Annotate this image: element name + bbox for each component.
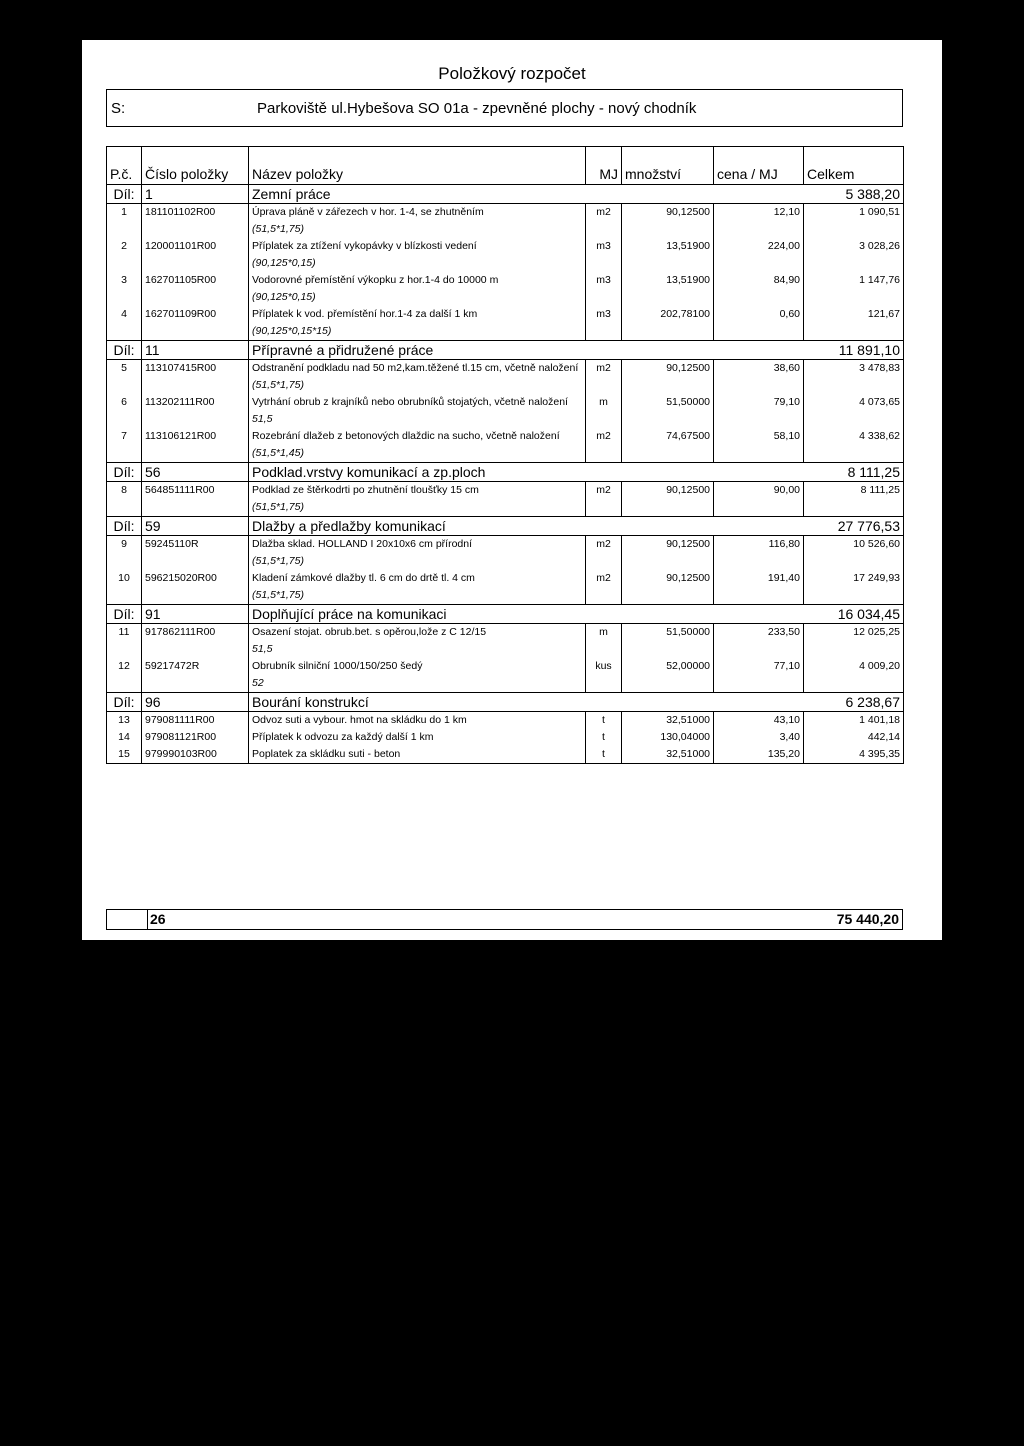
- note-spacer: [142, 255, 249, 272]
- section-row: [107, 185, 904, 204]
- item-qty: 90,12500: [622, 570, 714, 587]
- item-code: 59217472R: [142, 658, 249, 675]
- note-spacer: [142, 221, 249, 238]
- item-mj: m2: [586, 536, 622, 554]
- item-pc: 1: [107, 204, 142, 222]
- header-mnozstvi: množství: [622, 147, 714, 185]
- header-celkem: Celkem: [804, 147, 904, 185]
- item-price: 38,60: [714, 360, 804, 378]
- section-label: Díl:: [107, 517, 142, 536]
- item-pc: 7: [107, 428, 142, 445]
- item-price: 135,20: [714, 746, 804, 764]
- note-spacer: [586, 587, 622, 605]
- note-spacer: [586, 255, 622, 272]
- note-spacer: [714, 553, 804, 570]
- item-note-row: [107, 411, 904, 428]
- grand-total-code: 26: [147, 910, 166, 929]
- note-spacer: [107, 377, 142, 394]
- item-code: 162701109R00: [142, 306, 249, 323]
- stavba-value: Parkoviště ul.Hybešova SO 01a - zpevněné plochy - nový chodník: [257, 100, 697, 117]
- note-spacer: [804, 221, 904, 238]
- item-total: 4 009,20: [804, 658, 904, 675]
- item-price: 79,10: [714, 394, 804, 411]
- item-note: (90,125*0,15): [249, 255, 586, 272]
- item-price: 90,00: [714, 482, 804, 500]
- item-name: Příplatek k odvozu za každý další 1 km: [249, 729, 586, 746]
- item-code: 113106121R00: [142, 428, 249, 445]
- note-spacer: [107, 553, 142, 570]
- item-note-row: [107, 587, 904, 605]
- section-total: 11 891,10: [804, 341, 904, 360]
- item-price: 191,40: [714, 570, 804, 587]
- note-spacer: [622, 377, 714, 394]
- note-spacer: [586, 377, 622, 394]
- section-code: 96: [142, 693, 249, 712]
- note-spacer: [586, 445, 622, 463]
- budget-table: [106, 146, 904, 764]
- item-total: 1 401,18: [804, 712, 904, 730]
- item-row: [107, 204, 904, 222]
- item-row: [107, 729, 904, 746]
- note-spacer: [714, 445, 804, 463]
- item-note-row: [107, 553, 904, 570]
- item-price: 77,10: [714, 658, 804, 675]
- item-price: 0,60: [714, 306, 804, 323]
- note-spacer: [586, 289, 622, 306]
- note-spacer: [804, 411, 904, 428]
- note-spacer: [622, 255, 714, 272]
- note-spacer: [142, 553, 249, 570]
- item-qty: 90,12500: [622, 204, 714, 222]
- section-code: 1: [142, 185, 249, 204]
- item-code: 596215020R00: [142, 570, 249, 587]
- item-note: (90,125*0,15): [249, 289, 586, 306]
- item-code: 564851111R00: [142, 482, 249, 500]
- note-spacer: [142, 323, 249, 341]
- note-spacer: [107, 587, 142, 605]
- item-qty: 90,12500: [622, 536, 714, 554]
- note-spacer: [804, 323, 904, 341]
- item-total: 4 395,35: [804, 746, 904, 764]
- note-spacer: [142, 675, 249, 693]
- note-spacer: [622, 641, 714, 658]
- item-code: 113107415R00: [142, 360, 249, 378]
- section-total: 8 111,25: [804, 463, 904, 482]
- item-name: Příplatek za ztížení vykopávky v blízkosti vedení: [249, 238, 586, 255]
- note-spacer: [622, 499, 714, 517]
- section-label: Díl:: [107, 605, 142, 624]
- item-note: (90,125*0,15*15): [249, 323, 586, 341]
- section-label: Díl:: [107, 185, 142, 204]
- item-price: 116,80: [714, 536, 804, 554]
- item-qty: 90,12500: [622, 360, 714, 378]
- header-pc: P.č.: [107, 147, 142, 185]
- item-total: 3 478,83: [804, 360, 904, 378]
- note-spacer: [142, 445, 249, 463]
- note-spacer: [586, 323, 622, 341]
- item-name: Odvoz suti a vybour. hmot na skládku do 1 km: [249, 712, 586, 730]
- item-total: 8 111,25: [804, 482, 904, 500]
- section-label: Díl:: [107, 463, 142, 482]
- note-spacer: [142, 641, 249, 658]
- item-note-row: [107, 289, 904, 306]
- item-mj: t: [586, 746, 622, 764]
- note-spacer: [622, 445, 714, 463]
- item-name: Odstranění podkladu nad 50 m2,kam.těžené tl.15 cm, včetně naložení: [249, 360, 586, 378]
- item-row: [107, 658, 904, 675]
- section-name: Doplňující práce na komunikaci: [249, 605, 804, 624]
- section-code: 11: [142, 341, 249, 360]
- item-note-row: [107, 641, 904, 658]
- item-name: Vodorovné přemístění výkopku z hor.1-4 do 10000 m: [249, 272, 586, 289]
- item-pc: 15: [107, 746, 142, 764]
- item-row: [107, 306, 904, 323]
- note-spacer: [714, 323, 804, 341]
- note-spacer: [107, 323, 142, 341]
- item-name: Příplatek k vod. přemístění hor.1-4 za další 1 km: [249, 306, 586, 323]
- grand-total-value: 75 440,20: [836, 911, 899, 927]
- item-note-row: [107, 323, 904, 341]
- note-spacer: [142, 411, 249, 428]
- item-price: 43,10: [714, 712, 804, 730]
- item-mj: m2: [586, 570, 622, 587]
- item-code: 162701105R00: [142, 272, 249, 289]
- section-name: Bourání konstrukcí: [249, 693, 804, 712]
- item-total: 1 090,51: [804, 204, 904, 222]
- item-pc: 3: [107, 272, 142, 289]
- note-spacer: [804, 675, 904, 693]
- item-mj: m3: [586, 272, 622, 289]
- item-pc: 8: [107, 482, 142, 500]
- item-total: 1 147,76: [804, 272, 904, 289]
- item-total: 4 338,62: [804, 428, 904, 445]
- item-name: Vytrhání obrub z krajníků nebo obrubníků stojatých, včetně naložení: [249, 394, 586, 411]
- section-label: Díl:: [107, 693, 142, 712]
- item-code: 181101102R00: [142, 204, 249, 222]
- item-pc: 5: [107, 360, 142, 378]
- section-label: Díl:: [107, 341, 142, 360]
- item-row: [107, 238, 904, 255]
- item-row: [107, 482, 904, 500]
- note-spacer: [142, 499, 249, 517]
- section-total: 5 388,20: [804, 185, 904, 204]
- item-qty: 32,51000: [622, 746, 714, 764]
- note-spacer: [586, 675, 622, 693]
- item-qty: 202,78100: [622, 306, 714, 323]
- page-title: Položkový rozpočet: [438, 64, 586, 83]
- item-total: 10 526,60: [804, 536, 904, 554]
- section-code: 59: [142, 517, 249, 536]
- item-qty: 90,12500: [622, 482, 714, 500]
- note-spacer: [586, 411, 622, 428]
- section-code: 56: [142, 463, 249, 482]
- item-note-row: [107, 675, 904, 693]
- note-spacer: [142, 289, 249, 306]
- header-row: [107, 147, 904, 185]
- header-mj: MJ: [586, 147, 622, 185]
- item-note: 51,5: [249, 411, 586, 428]
- item-row: [107, 394, 904, 411]
- item-name: Dlažba sklad. HOLLAND I 20x10x6 cm přírodní: [249, 536, 586, 554]
- item-name: Osazení stojat. obrub.bet. s opěrou,lože z C 12/15: [249, 624, 586, 642]
- section-code: 91: [142, 605, 249, 624]
- item-qty: 74,67500: [622, 428, 714, 445]
- item-code: 979081111R00: [142, 712, 249, 730]
- item-pc: 9: [107, 536, 142, 554]
- item-total: 121,67: [804, 306, 904, 323]
- note-spacer: [714, 221, 804, 238]
- item-pc: 6: [107, 394, 142, 411]
- item-note: 52: [249, 675, 586, 693]
- note-spacer: [714, 499, 804, 517]
- item-code: 59245110R: [142, 536, 249, 554]
- item-note-row: [107, 221, 904, 238]
- item-qty: 51,50000: [622, 394, 714, 411]
- item-name: Obrubník silniční 1000/150/250 šedý: [249, 658, 586, 675]
- item-note-row: [107, 499, 904, 517]
- stavba-box: [106, 89, 903, 127]
- item-price: 12,10: [714, 204, 804, 222]
- item-pc: 14: [107, 729, 142, 746]
- note-spacer: [586, 499, 622, 517]
- note-spacer: [804, 641, 904, 658]
- item-note: (51,5*1,45): [249, 445, 586, 463]
- item-price: 58,10: [714, 428, 804, 445]
- item-mj: m: [586, 394, 622, 411]
- note-spacer: [622, 289, 714, 306]
- note-spacer: [714, 587, 804, 605]
- item-mj: t: [586, 729, 622, 746]
- note-spacer: [142, 377, 249, 394]
- item-note: (51,5*1,75): [249, 553, 586, 570]
- item-mj: m2: [586, 360, 622, 378]
- section-row: [107, 341, 904, 360]
- note-spacer: [142, 587, 249, 605]
- item-pc: 4: [107, 306, 142, 323]
- item-row: [107, 428, 904, 445]
- section-name: Přípravné a přidružené práce: [249, 341, 804, 360]
- item-qty: 32,51000: [622, 712, 714, 730]
- note-spacer: [107, 221, 142, 238]
- note-spacer: [586, 221, 622, 238]
- section-name: Podklad.vrstvy komunikací a zp.ploch: [249, 463, 804, 482]
- item-name: Kladení zámkové dlažby tl. 6 cm do drtě tl. 4 cm: [249, 570, 586, 587]
- item-mj: t: [586, 712, 622, 730]
- note-spacer: [622, 587, 714, 605]
- note-spacer: [804, 377, 904, 394]
- item-code: 120001101R00: [142, 238, 249, 255]
- note-spacer: [804, 499, 904, 517]
- item-row: [107, 712, 904, 730]
- item-code: 917862111R00: [142, 624, 249, 642]
- item-mj: m: [586, 624, 622, 642]
- section-row: [107, 463, 904, 482]
- note-spacer: [107, 675, 142, 693]
- item-mj: m3: [586, 238, 622, 255]
- header-cena: cena / MJ: [714, 147, 804, 185]
- section-row: [107, 693, 904, 712]
- item-code: 979990103R00: [142, 746, 249, 764]
- item-row: [107, 360, 904, 378]
- item-name: Úprava pláně v zářezech v hor. 1-4, se zhutněním: [249, 204, 586, 222]
- item-pc: 11: [107, 624, 142, 642]
- note-spacer: [714, 255, 804, 272]
- item-note: (51,5*1,75): [249, 221, 586, 238]
- item-code: 113202111R00: [142, 394, 249, 411]
- section-name: Dlažby a předlažby komunikací: [249, 517, 804, 536]
- note-spacer: [804, 587, 904, 605]
- item-pc: 2: [107, 238, 142, 255]
- item-mj: m2: [586, 204, 622, 222]
- item-note-row: [107, 445, 904, 463]
- note-spacer: [107, 289, 142, 306]
- note-spacer: [804, 445, 904, 463]
- item-total: 4 073,65: [804, 394, 904, 411]
- item-price: 233,50: [714, 624, 804, 642]
- item-price: 224,00: [714, 238, 804, 255]
- item-row: [107, 624, 904, 642]
- item-name: Poplatek za skládku suti - beton: [249, 746, 586, 764]
- note-spacer: [622, 411, 714, 428]
- section-row: [107, 517, 904, 536]
- note-spacer: [804, 289, 904, 306]
- item-note: (51,5*1,75): [249, 377, 586, 394]
- note-spacer: [622, 675, 714, 693]
- grand-total-box: [106, 909, 903, 930]
- item-mj: kus: [586, 658, 622, 675]
- header-cislo: Číslo položky: [142, 147, 249, 185]
- item-qty: 13,51900: [622, 238, 714, 255]
- note-spacer: [622, 553, 714, 570]
- note-spacer: [107, 641, 142, 658]
- note-spacer: [107, 411, 142, 428]
- section-total: 6 238,67: [804, 693, 904, 712]
- item-note-row: [107, 255, 904, 272]
- item-qty: 130,04000: [622, 729, 714, 746]
- item-row: [107, 746, 904, 764]
- item-row: [107, 272, 904, 289]
- item-total: 12 025,25: [804, 624, 904, 642]
- note-spacer: [107, 445, 142, 463]
- note-spacer: [622, 221, 714, 238]
- item-pc: 13: [107, 712, 142, 730]
- item-row: [107, 536, 904, 554]
- note-spacer: [107, 255, 142, 272]
- item-note: (51,5*1,75): [249, 499, 586, 517]
- item-note: (51,5*1,75): [249, 587, 586, 605]
- item-total: 442,14: [804, 729, 904, 746]
- item-pc: 10: [107, 570, 142, 587]
- section-total: 16 034,45: [804, 605, 904, 624]
- item-pc: 12: [107, 658, 142, 675]
- note-spacer: [107, 499, 142, 517]
- item-name: Rozebrání dlažeb z betonových dlaždic na sucho, včetně naložení: [249, 428, 586, 445]
- note-spacer: [714, 675, 804, 693]
- note-spacer: [586, 553, 622, 570]
- item-mj: m3: [586, 306, 622, 323]
- note-spacer: [804, 553, 904, 570]
- item-qty: 13,51900: [622, 272, 714, 289]
- item-note-row: [107, 377, 904, 394]
- item-mj: m2: [586, 428, 622, 445]
- note-spacer: [714, 641, 804, 658]
- item-total: 3 028,26: [804, 238, 904, 255]
- item-price: 84,90: [714, 272, 804, 289]
- note-spacer: [714, 411, 804, 428]
- item-name: Podklad ze štěrkodrti po zhutnění tloušťky 15 cm: [249, 482, 586, 500]
- item-price: 3,40: [714, 729, 804, 746]
- item-total: 17 249,93: [804, 570, 904, 587]
- item-note: 51,5: [249, 641, 586, 658]
- item-code: 979081121R00: [142, 729, 249, 746]
- note-spacer: [586, 641, 622, 658]
- section-total: 27 776,53: [804, 517, 904, 536]
- note-spacer: [714, 289, 804, 306]
- note-spacer: [714, 377, 804, 394]
- item-qty: 52,00000: [622, 658, 714, 675]
- section-row: [107, 605, 904, 624]
- stavba-label: S:: [111, 100, 126, 117]
- header-nazev: Název položky: [249, 147, 586, 185]
- item-mj: m2: [586, 482, 622, 500]
- note-spacer: [622, 323, 714, 341]
- item-row: [107, 570, 904, 587]
- item-qty: 51,50000: [622, 624, 714, 642]
- note-spacer: [804, 255, 904, 272]
- section-name: Zemní práce: [249, 185, 804, 204]
